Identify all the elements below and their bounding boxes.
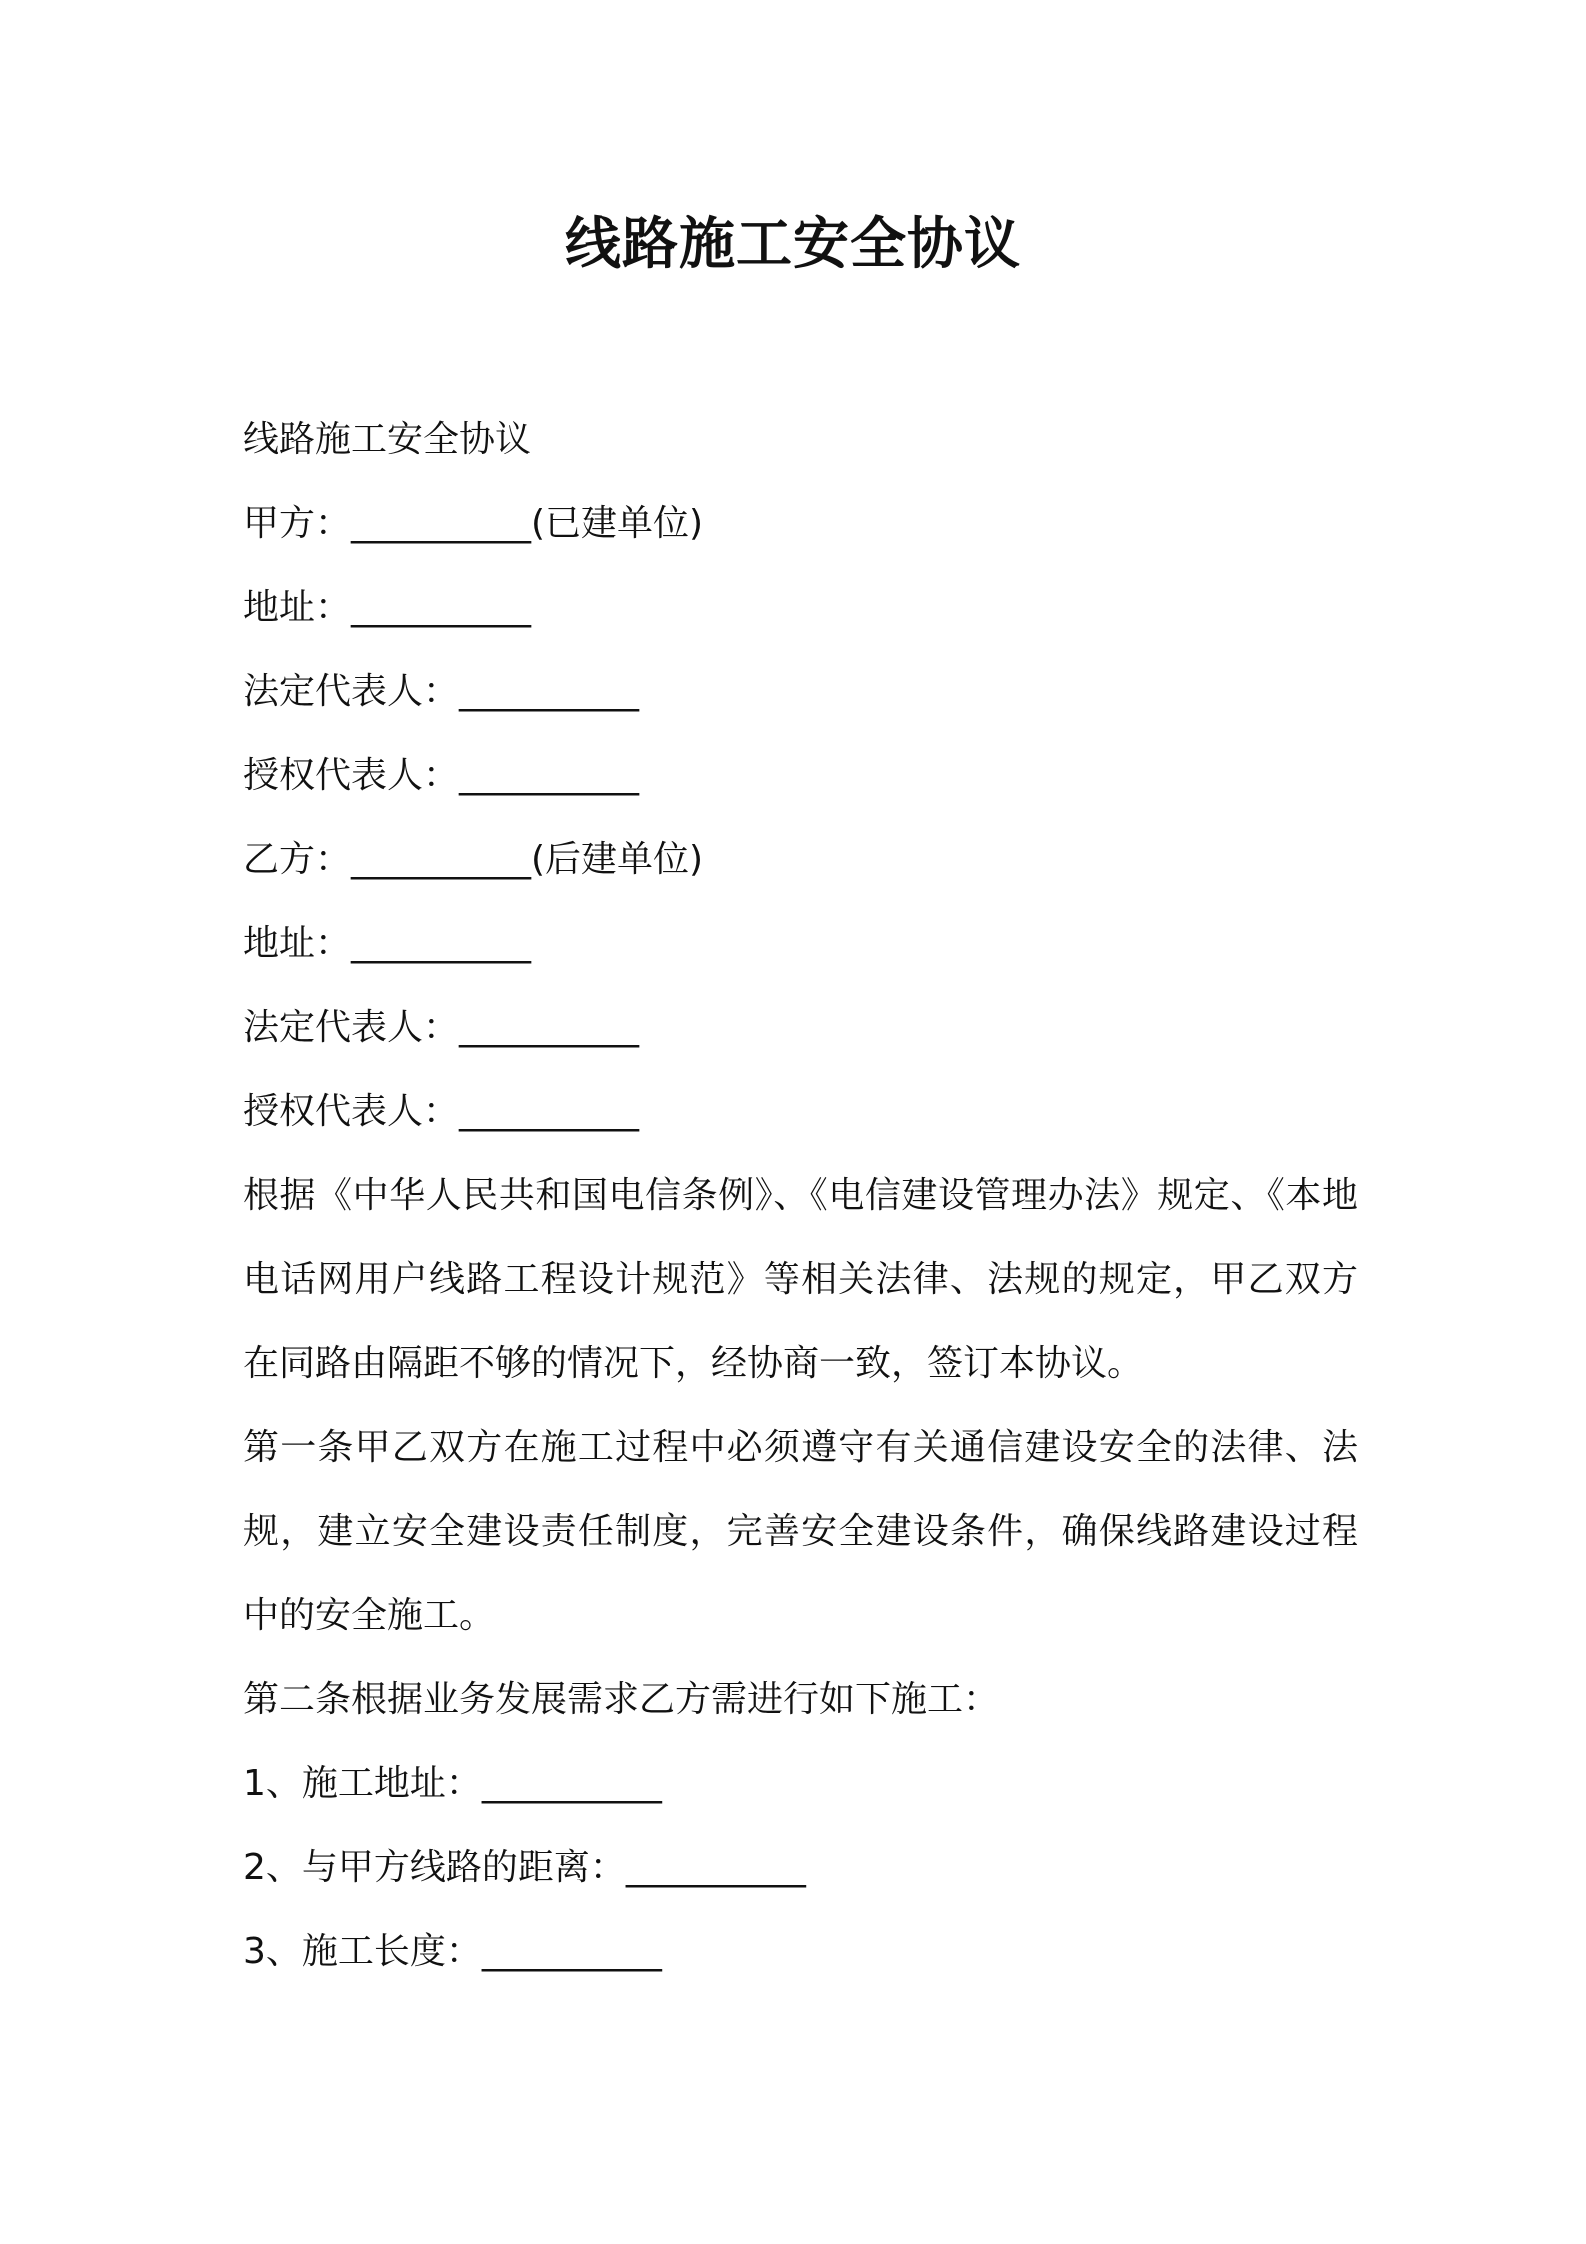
subtitle-line: 线路施工安全协议: [243, 419, 532, 460]
party-b-legal-rep-line: 法定代表人：__________: [243, 1007, 640, 1048]
party-b-authorized-rep-line: 授权代表人：__________: [243, 1091, 640, 1132]
article-2-heading: 第二条根据业务发展需求乙方需进行如下施工：: [243, 1679, 1000, 1720]
party-a-authorized-rep-line: 授权代表人：__________: [243, 755, 640, 796]
article-2-item: 3、施工长度：__________: [243, 1931, 662, 1972]
document-body: [243, 398, 1358, 1994]
party-a-legal-rep-line: 法定代表人：__________: [243, 671, 640, 712]
party-a-line: 甲方：__________(已建单位): [243, 503, 704, 544]
preamble-paragraph: 根据《中华人民共和国电信条例》、《电信建设管理办法》规定、《本地电话网用户线路工程设计规范》等相关法律、法规的规定，甲乙双方在同路由隔距不够的情况下，经协商一致，签订本协议。: [243, 1175, 1358, 1384]
document-title: 线路施工安全协议: [565, 212, 1021, 277]
party-b-line: 乙方：__________(后建单位): [243, 839, 704, 880]
article-2-item: 2、与甲方线路的距离：__________: [243, 1847, 806, 1888]
party-b-address-line: 地址：__________: [243, 923, 532, 964]
article-1-paragraph: 第一条甲乙双方在施工过程中必须遵守有关通信建设安全的法律、法规，建立安全建设责任制度，完善安全建设条件，确保线路建设过程中的安全施工。: [243, 1427, 1358, 1636]
article-2-item: 1、施工地址：__________: [243, 1763, 662, 1804]
party-a-address-line: 地址：__________: [243, 587, 532, 628]
